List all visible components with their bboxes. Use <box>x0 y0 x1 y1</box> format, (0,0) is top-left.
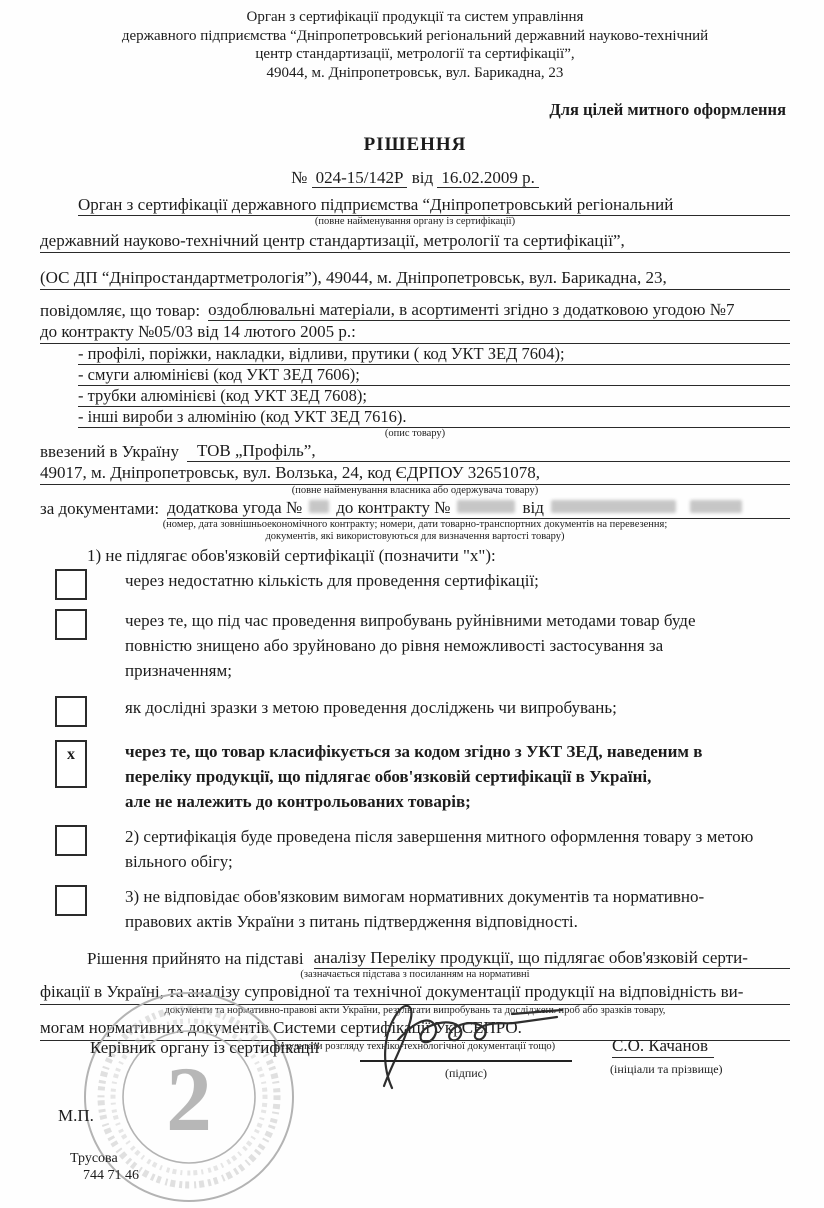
redacted-value-1 <box>309 500 329 513</box>
option-5-text-line-2: вільного обігу; <box>125 852 233 871</box>
stamp-number: 2 <box>166 1048 212 1150</box>
checkbox-1 <box>55 569 87 600</box>
checkbox-4-checked <box>55 740 87 788</box>
header-line-1: Орган з сертифікації продукції та систем управління <box>246 9 584 25</box>
document-title: РІШЕННЯ <box>363 134 467 155</box>
signer-role-label: Керівник органу із сертифікації <box>90 1038 320 1057</box>
option-2-text-line-3: призначенням; <box>125 661 232 680</box>
docs-caption-2: документів, які використовуються для визначення вартості товару) <box>265 531 565 542</box>
option-row-3 <box>55 695 790 727</box>
importer-address-line: 49017, м. Дніпропетровськ, вул. Волзька, 24, код ЄДРПОУ 32651078, <box>40 462 790 485</box>
stamp-place-label: М.П. <box>58 1106 94 1125</box>
basis-line-3: могам нормативних документів Системи сертифікації УкрСЕПРО. <box>40 1017 790 1041</box>
option-6-text-line-1: 3) не відповідає обов'язковим вимогам нормативних документів та нормативно- <box>125 887 705 906</box>
number-prefix: № <box>291 168 308 187</box>
org-name-line-1 <box>40 194 790 216</box>
importer-caption: (повне найменування власника або одержувача товару) <box>291 485 539 496</box>
importer-name: ТОВ „Профіль”, <box>187 440 326 462</box>
customs-purpose-note: Для цілей митного оформлення <box>549 100 786 119</box>
org-name-line-2: державний науково-технічний центр стандартизації, метрології та сертифікації”, <box>40 230 790 253</box>
goods-intro-line <box>40 299 790 321</box>
option-row-2 <box>55 608 790 683</box>
basis-caption-2: документи та нормативно-правові акти України, результати випробувань та досліджень проб або зразків товару, <box>164 1005 666 1016</box>
basis-caption-1: (зазначається підстава з посиланням на нормативні <box>300 969 530 980</box>
signature-line <box>360 1060 572 1062</box>
contact-block <box>70 1150 139 1184</box>
checkbox-3 <box>55 696 87 727</box>
imported-prefix: ввезений в Україну <box>40 442 179 461</box>
notify-prefix: повідомляє, що товар: <box>40 301 201 320</box>
signer-name: С.О. Качанов <box>612 1036 714 1058</box>
goods-description-1: оздоблювальні матеріали, в асортименті згідно з додатковою угодою №7 <box>208 300 735 319</box>
option-row-1 <box>55 568 790 600</box>
option-4-text-line-2: переліку продукції, що підлягає обов'язковій сертифікації в Україні, <box>125 767 652 786</box>
checkbox-4-mark: x <box>67 746 75 763</box>
checkbox-6 <box>55 885 87 916</box>
docs-part-2: до контракту № <box>336 498 451 517</box>
org-name-caption: (повне найменування органу із сертифікації) <box>314 216 516 227</box>
documents-line <box>40 497 790 519</box>
basis-prefix: Рішення прийнято на підставі <box>87 949 304 968</box>
signer-name-caption: (ініціали та прізвище) <box>610 1062 723 1076</box>
option-4-text-line-1: через те, що товар класифікується за кодом згідно з УКТ ЗЕД, наведеним в <box>125 742 703 761</box>
option-4-text-line-3: але не належить до контрольованих товарів; <box>125 792 471 811</box>
contact-phone: 744 71 46 <box>83 1168 139 1183</box>
docs-caption-1: (номер, дата зовнішньоекономічного контракту; номери, дати товарно-транспортних документів на перевезення; <box>162 519 668 530</box>
goods-contract-line: до контракту №05/03 від 14 лютого 2005 р.: <box>40 321 790 344</box>
importer-line <box>40 440 790 462</box>
document-number-line <box>40 168 790 188</box>
header-line-4: 49044, м. Дніпропетровськ, вул. Барикадна, 23 <box>266 64 564 81</box>
goods-caption: (опис товару) <box>384 428 446 439</box>
goods-item-4: - інші вироби з алюмінію (код УКТ ЗЕД 7616). <box>78 407 790 428</box>
document-header <box>40 8 790 82</box>
basis-line-2: фікації в Україні, та аналізу супровідної та технічної документації продукції на відповідність ви- <box>40 981 790 1005</box>
goods-item-1: - профілі, поріжки, накладки, відливи, прутики ( код УКТ ЗЕД 7604); <box>78 344 790 365</box>
option-2-text-line-1: через те, що під час проведення випробувань руйнівними методами товар буде <box>125 611 696 630</box>
contact-name: Трусова <box>70 1151 118 1166</box>
basis-line-1 <box>87 946 790 969</box>
redacted-value-3 <box>551 500 676 513</box>
goods-item-2: - смуги алюмінієві (код УКТ ЗЕД 7606); <box>78 365 790 386</box>
option-1-text: через недостатню кількість для проведення сертифікації; <box>125 571 539 590</box>
option-6-text-line-2: правових актів України з питань підтвердження відповідності. <box>125 912 578 931</box>
redacted-value-4 <box>690 500 742 513</box>
header-line-2: державного підприємства “Дніпропетровський регіональний державний науково-технічний <box>121 27 709 44</box>
goods-item-3: - трубки алюмінієві (код УКТ ЗЕД 7608); <box>78 386 790 407</box>
option-row-5 <box>55 824 790 874</box>
basis-text-1: аналізу Переліку продукції, що підлягає обов'язковій серти- <box>314 947 752 969</box>
document-date: 16.02.2009 р. <box>437 168 539 188</box>
option-3-text: як дослідні зразки з метою проведення досліджень чи випробувань; <box>125 698 617 717</box>
option-2-text-line-2: повністю знищено або зруйновано до рівня неможливості застосування за <box>125 636 664 655</box>
docs-part-3: від <box>522 498 544 517</box>
checkbox-5 <box>55 825 87 856</box>
option-row-4 <box>55 739 790 814</box>
basis-caption-3: результати розгляду техніко-технологічної документації тощо) <box>274 1041 556 1052</box>
signature-caption: (підпис) <box>444 1066 488 1080</box>
option-5-text-line-1: 2) сертифікація буде проведена після завершення митного оформлення товару з метою <box>125 827 754 846</box>
header-line-3: центр стандартизації, метрології та сертифікації”, <box>255 46 575 62</box>
org-name-text-1: Орган з сертифікації державного підприємства “Дніпропетровський регіональний <box>78 195 674 214</box>
section-1-title: 1) не підлягає обов'язковій сертифікації (позначити "х"): <box>87 546 496 565</box>
org-name-line-3: (ОС ДП “Дніпростандартметрологія”), 49044, м. Дніпропетровськ, вул. Барикадна, 23, <box>40 267 790 290</box>
date-prefix: від <box>411 168 434 187</box>
docs-part-1: додаткова угода № <box>167 498 303 517</box>
document-number: 024-15/142Р <box>312 168 408 188</box>
option-row-6 <box>55 884 790 934</box>
checkbox-2 <box>55 609 87 640</box>
redacted-value-2 <box>457 500 515 513</box>
docs-prefix: за документами: <box>40 499 160 518</box>
